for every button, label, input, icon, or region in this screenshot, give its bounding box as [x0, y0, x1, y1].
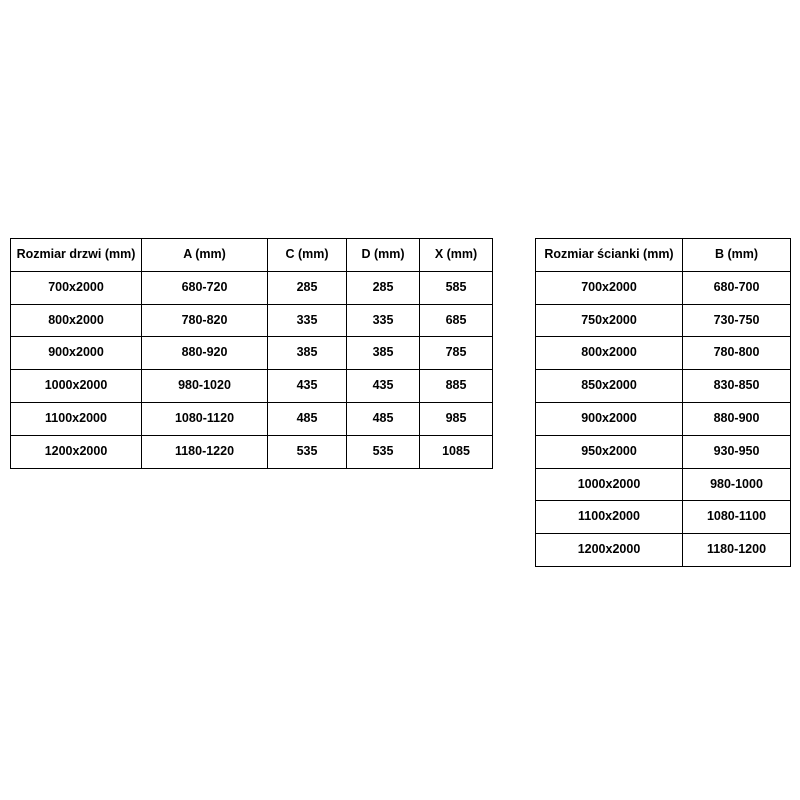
- table-cell: 780-820: [142, 304, 268, 337]
- table-cell: 930-950: [683, 435, 791, 468]
- table-row: [11, 370, 493, 403]
- table-cell: 1000x2000: [536, 468, 683, 501]
- table-row: [11, 435, 493, 468]
- column-header: C (mm): [268, 239, 347, 272]
- table-cell: 985: [420, 402, 493, 435]
- table-cell: 900x2000: [536, 402, 683, 435]
- table-row: [11, 271, 493, 304]
- table-row: [536, 304, 791, 337]
- table-cell: 980-1000: [683, 468, 791, 501]
- table-cell: 335: [268, 304, 347, 337]
- table-cell: 1200x2000: [536, 534, 683, 567]
- table-row: [536, 468, 791, 501]
- wall-size-table-container: [535, 238, 791, 567]
- table-cell: 1180-1200: [683, 534, 791, 567]
- table-row: [536, 534, 791, 567]
- table-cell: 880-920: [142, 337, 268, 370]
- table-cell: 285: [268, 271, 347, 304]
- table-cell: 1100x2000: [536, 501, 683, 534]
- table-cell: 535: [347, 435, 420, 468]
- table-cell: 1180-1220: [142, 435, 268, 468]
- table-cell: 485: [268, 402, 347, 435]
- table-cell: 435: [268, 370, 347, 403]
- table-cell: 880-900: [683, 402, 791, 435]
- table-cell: 535: [268, 435, 347, 468]
- wall-size-table: [535, 238, 791, 567]
- column-header: X (mm): [420, 239, 493, 272]
- table-cell: 285: [347, 271, 420, 304]
- table-cell: 1080-1120: [142, 402, 268, 435]
- table-cell: 680-700: [683, 271, 791, 304]
- table-cell: 780-800: [683, 337, 791, 370]
- table-cell: 700x2000: [11, 271, 142, 304]
- table-cell: 685: [420, 304, 493, 337]
- table-cell: 435: [347, 370, 420, 403]
- column-header: Rozmiar drzwi (mm): [11, 239, 142, 272]
- table-header-row: [536, 239, 791, 272]
- table-row: [536, 337, 791, 370]
- table-row: [11, 402, 493, 435]
- table-cell: 700x2000: [536, 271, 683, 304]
- table-cell: 1000x2000: [11, 370, 142, 403]
- table-cell: 885: [420, 370, 493, 403]
- column-header: D (mm): [347, 239, 420, 272]
- table-row: [536, 370, 791, 403]
- table-cell: 1200x2000: [11, 435, 142, 468]
- table-row: [536, 435, 791, 468]
- column-header: B (mm): [683, 239, 791, 272]
- table-cell: 585: [420, 271, 493, 304]
- column-header: A (mm): [142, 239, 268, 272]
- table-row: [536, 271, 791, 304]
- table-cell: 1100x2000: [11, 402, 142, 435]
- table-row: [536, 402, 791, 435]
- table-cell: 850x2000: [536, 370, 683, 403]
- table-cell: 335: [347, 304, 420, 337]
- table-cell: 385: [268, 337, 347, 370]
- table-cell: 385: [347, 337, 420, 370]
- table-cell: 950x2000: [536, 435, 683, 468]
- table-cell: 485: [347, 402, 420, 435]
- table-cell: 1080-1100: [683, 501, 791, 534]
- table-cell: 800x2000: [11, 304, 142, 337]
- table-row: [11, 304, 493, 337]
- column-header: Rozmiar ścianki (mm): [536, 239, 683, 272]
- table-cell: 785: [420, 337, 493, 370]
- table-cell: 980-1020: [142, 370, 268, 403]
- table-cell: 730-750: [683, 304, 791, 337]
- table-cell: 800x2000: [536, 337, 683, 370]
- table-row: [11, 337, 493, 370]
- table-cell: 900x2000: [11, 337, 142, 370]
- door-size-table: [10, 238, 493, 469]
- table-cell: 680-720: [142, 271, 268, 304]
- table-header-row: [11, 239, 493, 272]
- table-cell: 1085: [420, 435, 493, 468]
- table-cell: 830-850: [683, 370, 791, 403]
- table-cell: 750x2000: [536, 304, 683, 337]
- table-row: [536, 501, 791, 534]
- door-size-table-container: [10, 238, 493, 469]
